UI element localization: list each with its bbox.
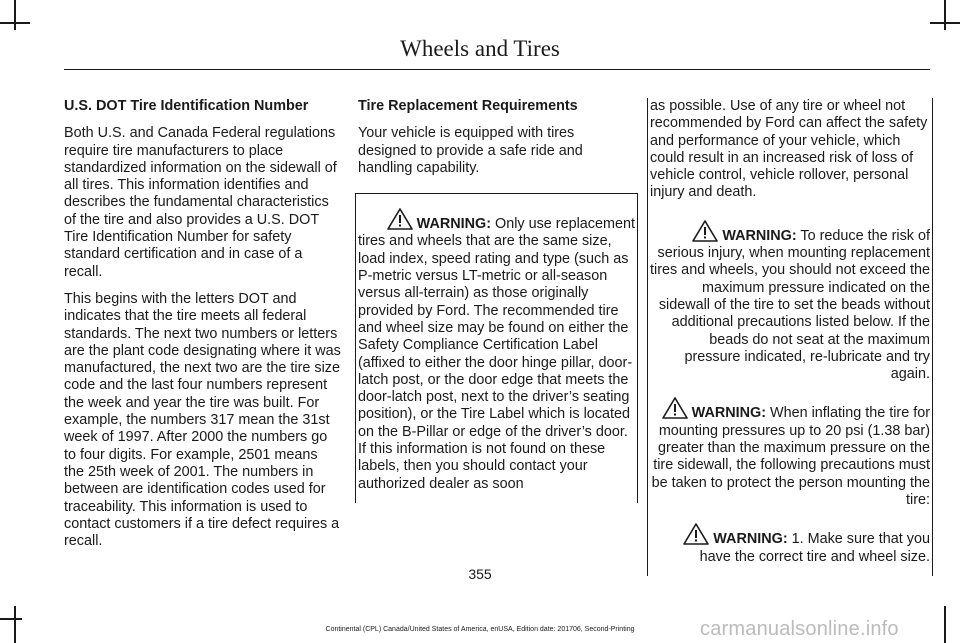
warning-label: WARNING: bbox=[691, 405, 767, 422]
warning-label: WARNING: bbox=[416, 216, 492, 233]
warning-text: When inflating the tire for mounting pressures up to 20 psi (1.38 bar) greater than the maximum pressure on the tire sidewall, the following precautions must be taken to protect the person mounting the tire: bbox=[651, 405, 930, 508]
warning-box-continued bbox=[647, 98, 933, 576]
warning-triangle-icon bbox=[692, 220, 718, 242]
warning-text-body: tires and wheels that are the same size, load index, speed rating and type (such as P-metric versus LT-metric or all-season versus all-terrain) as those originally provided by Ford. The recommended tire and wheel size may be found on either the Safety Compliance Certification Label (affixed to either the door hinge pillar, door-latch post, or the door edge that meets the door-latch post, next to the driver’s seating position), or the Tire Label which is located on the B-Pillar or edge of the driver’s door. If this information is not found on these labels, then you should contact your authorized dealer as soon bbox=[358, 233, 633, 492]
warning-box bbox=[355, 193, 638, 503]
column-middle bbox=[358, 98, 635, 503]
paragraph: Your vehicle is equipped with tires designed to provide a safe ride and handling capability. bbox=[358, 125, 583, 176]
paragraph: as possible. Use of any tire or wheel not recommended by Ford can affect the safety and performance of your vehicle, which could result in an increased risk of loss of vehicle control, vehicle rollover, personal injury and death. bbox=[650, 98, 928, 201]
section-heading-replacement: Tire Replacement Requirements bbox=[358, 98, 578, 114]
crop-mark bbox=[944, 606, 946, 643]
page-number: 355 bbox=[468, 566, 492, 582]
warning-label: WARNING: bbox=[713, 531, 788, 548]
warning-block bbox=[650, 397, 930, 509]
warning-triangle-icon bbox=[662, 397, 688, 419]
warning-paragraph bbox=[358, 208, 635, 493]
crop-mark bbox=[930, 22, 960, 24]
warning-text: To reduce the risk of serious injury, when mounting replacement tires and wheels, you should not exceed the maximum pressure indicated on the sidewall of the tire to set the beads without additional precautions listed below. If the beads do not seat at the maximum pressure indicated, re-lubricate and try again. bbox=[650, 227, 930, 383]
warning-block bbox=[650, 523, 930, 566]
crop-mark bbox=[0, 22, 30, 24]
crop-mark bbox=[0, 618, 22, 620]
crop-mark bbox=[944, 0, 946, 30]
crop-mark bbox=[14, 606, 16, 643]
column-left bbox=[64, 98, 341, 560]
warning-block bbox=[650, 220, 930, 384]
paragraph: Both U.S. and Canada Federal regulations require tire manufacturers to place standardized information on the sidewall of all tires. This information identifies and describes the fundamental characteristics of the tire and also provides a U.S. DOT Tire Identification Number for safety standard certification and in case of a recall. bbox=[64, 125, 337, 280]
warning-text: 1. Make sure that you have the correct tire and wheel size. bbox=[699, 531, 930, 565]
page-title: Wheels and Tires bbox=[400, 36, 560, 61]
warning-triangle-icon bbox=[683, 523, 709, 545]
warning-text-lead: Only use replacement bbox=[491, 216, 635, 233]
footer-edition: Continental (CPL) Canada/United States of America, enUSA, Edition date: 201706, Second-Printing bbox=[325, 626, 635, 633]
warning-label: WARNING: bbox=[722, 227, 797, 244]
paragraph: This begins with the letters DOT and indicates that the tire meets all federal standards. The next two numbers or letters are the plant code designating where it was manufactured, the next two are the tire size code and the last four numbers represent the week and year the tire was built. For example, the numbers 317 mean the 31st week of 1997. After 2000 the numbers go to four digits. For example, 2501 means the 25th week of 2001. The numbers in between are identification codes used for traceability. This information is used to contact customers if a tire defect requires a recall. bbox=[64, 290, 341, 550]
watermark: carmanualsonline.info bbox=[700, 618, 899, 640]
header-divider bbox=[64, 69, 930, 70]
crop-mark bbox=[14, 0, 16, 30]
section-heading-dot-id: U.S. DOT Tire Identification Number bbox=[64, 98, 309, 114]
warning-triangle-icon bbox=[387, 208, 413, 230]
column-right bbox=[650, 98, 930, 576]
